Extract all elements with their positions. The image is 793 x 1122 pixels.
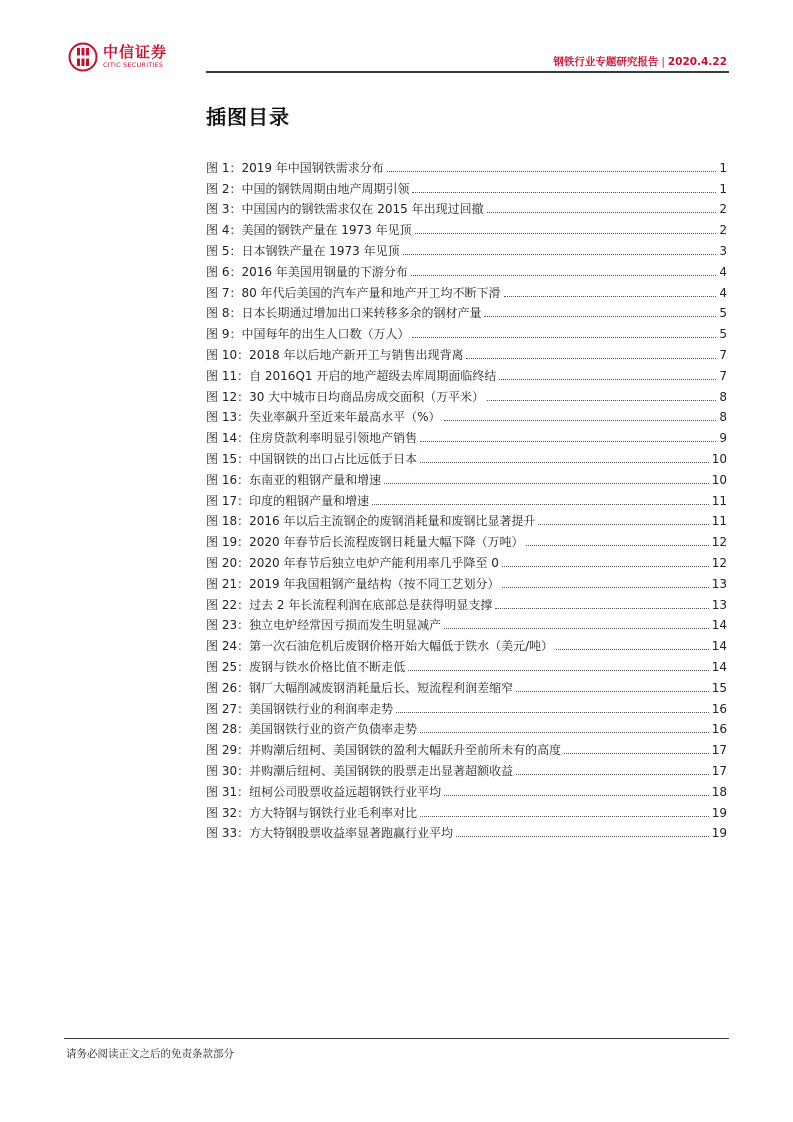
toc-dot-leader (411, 275, 717, 276)
toc-entry-label: 图 11：自 2016Q1 开启的地产超级去库周期面临终结 (206, 368, 497, 383)
toc-entry-page: 14 (711, 639, 727, 654)
toc-entry-page: 8 (719, 410, 727, 425)
toc-entry-label: 图 3：中国国内的钢铁需求仅在 2015 年出现过回撤 (206, 202, 484, 217)
header-separator: | (661, 56, 665, 68)
toc-dot-leader (516, 774, 709, 775)
toc-entry-page: 12 (711, 535, 727, 550)
toc-entry-label: 图 8：日本长期通过增加出口来转移多余的钢材产量 (206, 306, 482, 321)
toc-entry-page: 4 (719, 285, 727, 300)
toc-entry-label: 图 24：第一次石油危机后废钢价格开始大幅低于铁水（美元/吨） (206, 639, 554, 654)
toc-entry-label: 图 30：并购潮后纽柯、美国钢铁的股票走出显著超额收益 (206, 763, 514, 778)
header-divider (206, 71, 729, 73)
toc-entry[interactable] (206, 300, 727, 321)
toc-dot-leader (412, 337, 716, 338)
toc-entry[interactable] (206, 341, 727, 362)
toc-entry[interactable] (206, 487, 727, 508)
toc-dot-leader (420, 732, 709, 733)
toc-entry-page: 14 (711, 618, 727, 633)
toc-entry-label: 图 6：2016 年美国用钢量的下游分布 (206, 264, 408, 279)
toc-entry-label: 图 22：过去 2 年长流程利润在底部总是获得明显支撑 (206, 597, 493, 612)
toc-entry-label: 图 17：印度的粗钢产量和增速 (206, 493, 370, 508)
toc-dot-leader (466, 358, 716, 359)
toc-entry-page: 9 (719, 431, 727, 446)
toc-entry-label: 图 18：2016 年以后主流钢企的废钢消耗量和废钢比显著提升 (206, 514, 536, 529)
toc-dot-leader (499, 379, 716, 380)
toc-entry-page: 13 (711, 597, 727, 612)
toc-entry-page: 19 (711, 826, 727, 841)
figure-index-list (206, 154, 727, 840)
toc-entry-label: 图 7：80 年代后美国的汽车产量和地产开工均不断下滑 (206, 285, 501, 300)
toc-entry-page: 2 (719, 202, 727, 217)
toc-entry[interactable] (206, 549, 727, 570)
toc-dot-leader (516, 691, 709, 692)
logo-chinese-text: 中信证券 (103, 43, 168, 61)
toc-entry[interactable] (206, 612, 727, 633)
toc-dot-leader (372, 504, 709, 505)
toc-dot-leader (504, 296, 717, 297)
toc-entry-label: 图 9：中国每年的出生人口数（万人） (206, 327, 410, 342)
toc-entry-page: 5 (719, 306, 727, 321)
toc-dot-leader (495, 608, 708, 609)
toc-entry[interactable] (206, 424, 727, 445)
toc-entry[interactable] (206, 237, 727, 258)
toc-entry-label: 图 27：美国钢铁行业的利润率走势 (206, 701, 394, 716)
toc-dot-leader (396, 712, 709, 713)
toc-entry-page: 11 (711, 514, 727, 529)
toc-entry[interactable] (206, 362, 727, 383)
toc-entry-page: 5 (719, 327, 727, 342)
toc-entry-label: 图 32：方大特钢与钢铁行业毛利率对比 (206, 805, 418, 820)
toc-entry-label: 图 21：2019 年我国粗钢产量结构（按不同工艺划分） (206, 576, 500, 591)
toc-entry[interactable] (206, 154, 727, 175)
toc-dot-leader (444, 628, 709, 629)
toc-entry-label: 图 33：方大特钢股票收益率显著跑赢行业平均 (206, 826, 454, 841)
toc-entry[interactable] (206, 175, 727, 196)
toc-entry-page: 8 (719, 389, 727, 404)
toc-entry-label: 图 19：2020 年春节后长流程废钢日耗量大幅下降（万吨） (206, 535, 524, 550)
footer-disclaimer: 请务必阅读正文之后的免责条款部分 (66, 1048, 234, 1060)
toc-entry-page: 2 (719, 223, 727, 238)
toc-entry[interactable] (206, 528, 727, 549)
toc-dot-leader (456, 836, 709, 837)
toc-dot-leader (556, 649, 709, 650)
toc-dot-leader (487, 212, 717, 213)
toc-entry-label: 图 31：纽柯公司股票收益远超钢铁行业平均 (206, 784, 442, 799)
toc-entry[interactable] (206, 216, 727, 237)
toc-entry[interactable] (206, 466, 727, 487)
toc-entry-label: 图 5：日本钢铁产量在 1973 年见顶 (206, 243, 400, 258)
toc-dot-leader (538, 524, 708, 525)
report-header (553, 54, 727, 69)
toc-entry-page: 16 (711, 722, 727, 737)
toc-entry[interactable] (206, 445, 727, 466)
company-logo (68, 40, 178, 74)
toc-dot-leader (526, 545, 708, 546)
toc-entry-label: 图 10：2018 年以后地产新开工与销售出现背离 (206, 347, 464, 362)
toc-entry-label: 图 4：美国的钢铁产量在 1973 年见顶 (206, 223, 412, 238)
toc-entry[interactable] (206, 258, 727, 279)
toc-entry-page: 10 (711, 451, 727, 466)
toc-entry-label: 图 28：美国钢铁行业的资产负债率走势 (206, 722, 418, 737)
toc-entry[interactable] (206, 632, 727, 653)
toc-dot-leader (487, 400, 716, 401)
toc-entry[interactable] (206, 383, 727, 404)
toc-dot-leader (420, 462, 709, 463)
toc-entry[interactable] (206, 778, 727, 799)
toc-entry-page: 12 (711, 555, 727, 570)
logo-english-text: CITIC SECURITIES (103, 61, 164, 69)
toc-dot-leader (415, 233, 717, 234)
toc-entry-page: 1 (719, 160, 727, 175)
toc-dot-leader (403, 254, 717, 255)
toc-entry-page: 3 (719, 243, 727, 258)
toc-entry[interactable] (206, 674, 727, 695)
toc-dot-leader (387, 171, 717, 172)
toc-dot-leader (444, 420, 717, 421)
toc-dot-leader (384, 483, 709, 484)
toc-dot-leader (420, 441, 716, 442)
toc-dot-leader (412, 192, 716, 193)
toc-entry[interactable] (206, 196, 727, 217)
toc-entry-page: 15 (711, 680, 727, 695)
toc-entry[interactable] (206, 570, 727, 591)
toc-dot-leader (502, 587, 708, 588)
toc-entry-page: 11 (711, 493, 727, 508)
toc-entry[interactable] (206, 695, 727, 716)
toc-entry[interactable] (206, 653, 727, 674)
toc-entry-page: 14 (711, 659, 727, 674)
toc-entry[interactable] (206, 736, 727, 757)
toc-entry-label: 图 1：2019 年中国钢铁需求分布 (206, 160, 384, 175)
toc-entry-page: 7 (719, 368, 727, 383)
toc-dot-leader (484, 316, 716, 317)
toc-entry[interactable] (206, 820, 727, 841)
toc-dot-leader (408, 670, 709, 671)
toc-dot-leader (420, 816, 709, 817)
footer-divider (64, 1038, 729, 1039)
toc-dot-leader (564, 753, 709, 754)
toc-entry[interactable] (206, 279, 727, 300)
toc-entry-label: 图 2：中国的钢铁周期由地产周期引领 (206, 181, 410, 196)
toc-entry[interactable] (206, 716, 727, 737)
toc-entry-label: 图 15：中国钢铁的出口占比远低于日本 (206, 451, 418, 466)
toc-entry-page: 1 (719, 181, 727, 196)
toc-entry-page: 10 (711, 472, 727, 487)
toc-entry[interactable] (206, 591, 727, 612)
toc-dot-leader (444, 795, 709, 796)
toc-entry-page: 19 (711, 805, 727, 820)
toc-entry-label: 图 23：独立电炉经常因亏损而发生明显减产 (206, 618, 442, 633)
citic-logo-icon (68, 42, 98, 72)
toc-entry[interactable] (206, 320, 727, 341)
toc-entry-label: 图 25：废钢与铁水价格比值不断走低 (206, 659, 406, 674)
toc-entry[interactable] (206, 508, 727, 529)
toc-entry-page: 17 (711, 743, 727, 758)
toc-dot-leader (502, 566, 709, 567)
toc-entry[interactable] (206, 404, 727, 425)
toc-entry-page: 17 (711, 763, 727, 778)
report-title: 钢铁行业专题研究报告 (553, 56, 659, 68)
toc-entry-label: 图 12：30 大中城市日均商品房成交面积（万平米） (206, 389, 485, 404)
toc-entry-label: 图 26：钢厂大幅削减废钢消耗量后长、短流程利润差缩窄 (206, 680, 514, 695)
page-title: 插图目录 (206, 105, 290, 129)
toc-entry-label: 图 29：并购潮后纽柯、美国钢铁的盈利大幅跃升至前所未有的高度 (206, 743, 562, 758)
toc-entry-page: 7 (719, 347, 727, 362)
toc-entry-page: 4 (719, 264, 727, 279)
toc-entry[interactable] (206, 757, 727, 778)
toc-entry-page: 16 (711, 701, 727, 716)
toc-entry-label: 图 16：东南亚的粗钢产量和增速 (206, 472, 382, 487)
toc-entry[interactable] (206, 799, 727, 820)
toc-entry-label: 图 14：住房贷款利率明显引领地产销售 (206, 431, 418, 446)
toc-entry-page: 18 (711, 784, 727, 799)
report-date: 2020.4.22 (667, 56, 727, 68)
toc-entry-page: 13 (711, 576, 727, 591)
toc-entry-label: 图 13：失业率飙升至近来年最高水平（%） (206, 410, 441, 425)
toc-entry-label: 图 20：2020 年春节后独立电炉产能利用率几乎降至 0 (206, 555, 499, 570)
